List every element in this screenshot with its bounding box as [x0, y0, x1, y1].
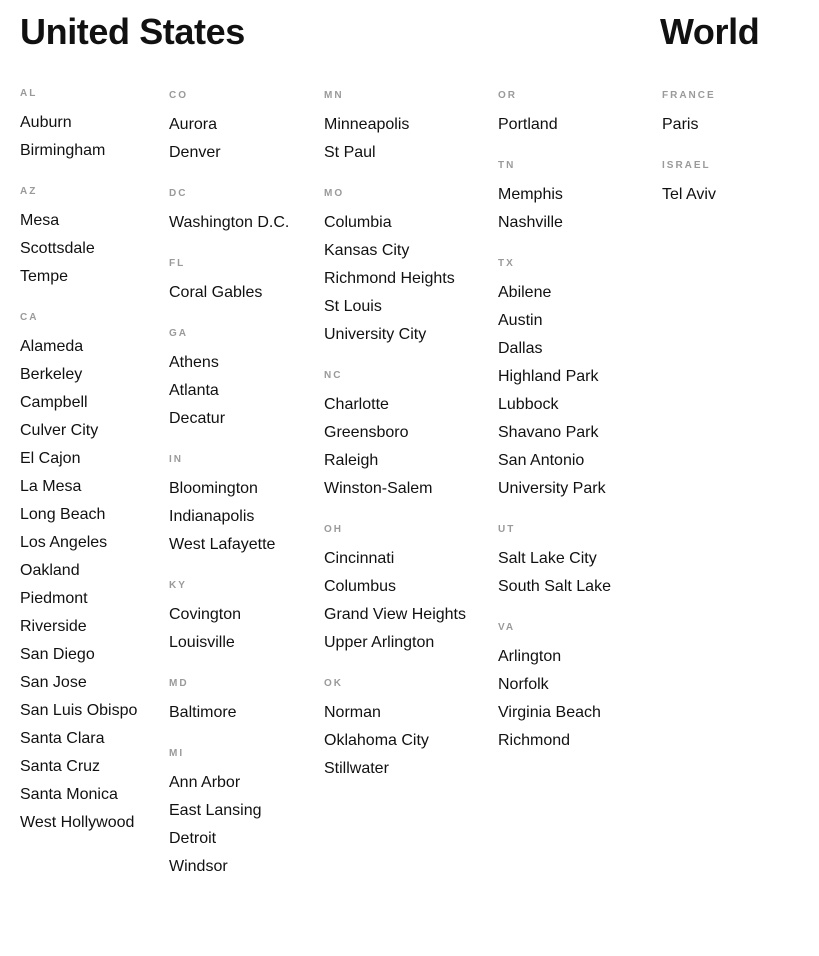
city-link[interactable]: Santa Monica [20, 786, 118, 803]
city-link[interactable]: St Paul [324, 144, 376, 161]
region-group-in [169, 454, 289, 559]
city-link[interactable]: Upper Arlington [324, 634, 435, 651]
city-link[interactable]: Indianapolis [169, 508, 255, 525]
city-link[interactable]: Windsor [169, 858, 228, 875]
city-link[interactable]: Santa Cruz [20, 758, 101, 775]
region-group-france [662, 90, 716, 139]
region-label: DC [169, 188, 188, 199]
city-link[interactable]: Greensboro [324, 424, 409, 441]
region-group-al [20, 88, 137, 165]
city-link[interactable]: Highland Park [498, 368, 599, 385]
region-label: ISRAEL [662, 160, 711, 171]
region-label: NC [324, 370, 343, 381]
city-link[interactable]: University Park [498, 480, 606, 497]
region-label: MN [324, 90, 344, 101]
city-link[interactable]: Raleigh [324, 452, 379, 469]
location-column-4 [498, 90, 611, 776]
city-link[interactable]: Oklahoma City [324, 732, 429, 749]
location-column-3 [324, 90, 466, 804]
city-link[interactable]: Detroit [169, 830, 217, 847]
city-link[interactable]: Tempe [20, 268, 69, 285]
region-group-mi [169, 748, 289, 881]
location-column-1 [20, 88, 137, 858]
city-link[interactable]: Decatur [169, 410, 226, 427]
region-group-oh [324, 524, 466, 657]
city-link[interactable]: Riverside [20, 618, 87, 635]
region-group-ca [20, 312, 137, 837]
city-link[interactable]: Charlotte [324, 396, 389, 413]
region-label: MI [169, 748, 185, 759]
city-link[interactable]: West Lafayette [169, 536, 276, 553]
city-link[interactable]: Atlanta [169, 382, 219, 399]
city-link[interactable]: Mesa [20, 212, 60, 229]
city-link[interactable]: Lubbock [498, 396, 559, 413]
city-link[interactable]: Shavano Park [498, 424, 599, 441]
city-link[interactable]: Winston-Salem [324, 480, 433, 497]
city-link[interactable]: Scottsdale [20, 240, 95, 257]
city-link[interactable]: Memphis [498, 186, 563, 203]
region-group-va [498, 622, 611, 755]
city-link[interactable]: Norman [324, 704, 381, 721]
city-link[interactable]: South Salt Lake [498, 578, 611, 595]
city-link[interactable]: Richmond Heights [324, 270, 455, 287]
region-label: FRANCE [662, 90, 716, 101]
city-link[interactable]: Denver [169, 144, 221, 161]
city-link[interactable]: Long Beach [20, 506, 106, 523]
region-group-dc [169, 188, 289, 237]
region-label: OH [324, 524, 343, 535]
region-label: MD [169, 678, 189, 689]
region-group-ga [169, 328, 289, 433]
region-group-israel [662, 160, 716, 209]
region-group-or [498, 90, 611, 139]
city-link[interactable]: St Louis [324, 298, 382, 315]
region-label: UT [498, 524, 516, 535]
city-link[interactable]: El Cajon [20, 450, 81, 467]
city-link[interactable]: Los Angeles [20, 534, 108, 551]
region-label: CO [169, 90, 188, 101]
region-group-mo [324, 188, 466, 349]
city-link[interactable]: Cincinnati [324, 550, 395, 567]
region-label: CA [20, 312, 39, 323]
region-group-nc [324, 370, 466, 503]
city-link[interactable]: Piedmont [20, 590, 88, 607]
world-heading: World [660, 11, 760, 52]
city-link[interactable]: Washington D.C. [169, 214, 290, 231]
city-link[interactable]: Kansas City [324, 242, 410, 259]
city-link[interactable]: Santa Clara [20, 730, 105, 747]
city-link[interactable]: Coral Gables [169, 284, 263, 301]
city-link[interactable]: Dallas [498, 340, 543, 357]
city-link[interactable]: Auburn [20, 114, 72, 131]
united-states-heading: United States [20, 11, 245, 52]
city-link[interactable]: Ann Arbor [169, 774, 241, 791]
region-label: GA [169, 328, 188, 339]
region-label: TN [498, 160, 516, 171]
region-group-ok [324, 678, 466, 783]
region-label: AL [20, 88, 38, 99]
region-group-md [169, 678, 289, 727]
city-link[interactable]: Campbell [20, 394, 88, 411]
city-link[interactable]: Arlington [498, 648, 562, 665]
city-link[interactable]: Paris [662, 116, 699, 133]
city-link[interactable]: Aurora [169, 116, 218, 133]
city-link[interactable]: Oakland [20, 562, 80, 579]
city-link[interactable]: Baltimore [169, 704, 237, 721]
city-link[interactable]: Austin [498, 312, 543, 329]
city-link[interactable]: Louisville [169, 634, 235, 651]
city-link[interactable]: East Lansing [169, 802, 262, 819]
location-column-5 [662, 90, 716, 230]
city-link[interactable]: Portland [498, 116, 558, 133]
city-link[interactable]: Salt Lake City [498, 550, 597, 567]
city-link[interactable]: San Luis Obispo [20, 702, 138, 719]
city-link[interactable]: Columbia [324, 214, 392, 231]
region-group-mn [324, 90, 466, 167]
region-label: IN [169, 454, 183, 465]
region-group-fl [169, 258, 289, 307]
region-group-ky [169, 580, 289, 657]
city-link[interactable]: Abilene [498, 284, 552, 301]
city-link[interactable]: San Antonio [498, 452, 585, 469]
city-link[interactable]: La Mesa [20, 478, 82, 495]
city-link[interactable]: Nashville [498, 214, 563, 231]
region-label: VA [498, 622, 516, 633]
region-label: MO [324, 188, 345, 199]
location-column-2 [169, 90, 289, 902]
city-link[interactable]: Virginia Beach [498, 704, 601, 721]
region-label: OK [324, 678, 343, 689]
region-label: FL [169, 258, 186, 269]
city-link[interactable]: Birmingham [20, 142, 106, 159]
city-link[interactable]: Columbus [324, 578, 397, 595]
region-group-ut [498, 524, 611, 601]
city-link[interactable]: Minneapolis [324, 116, 410, 133]
region-label: AZ [20, 186, 38, 197]
city-link[interactable]: West Hollywood [20, 814, 135, 831]
city-link[interactable]: University City [324, 326, 427, 343]
city-link[interactable]: Culver City [20, 422, 99, 439]
city-link[interactable]: Alameda [20, 338, 84, 355]
city-link[interactable]: Covington [169, 606, 242, 623]
city-link[interactable]: Grand View Heights [324, 606, 466, 623]
region-group-az [20, 186, 137, 291]
city-link[interactable]: Tel Aviv [662, 186, 716, 203]
region-group-co [169, 90, 289, 167]
region-label: TX [498, 258, 515, 269]
region-group-tn [498, 160, 611, 237]
region-label: KY [169, 580, 187, 591]
city-link[interactable]: Bloomington [169, 480, 258, 497]
city-link[interactable]: Berkeley [20, 366, 83, 383]
region-label: OR [498, 90, 517, 101]
city-link[interactable]: Norfolk [498, 676, 549, 693]
region-group-tx [498, 258, 611, 503]
city-link[interactable]: San Diego [20, 646, 95, 663]
city-link[interactable]: Richmond [498, 732, 571, 749]
city-link[interactable]: San Jose [20, 674, 87, 691]
city-link[interactable]: Stillwater [324, 760, 389, 777]
city-link[interactable]: Athens [169, 354, 219, 371]
